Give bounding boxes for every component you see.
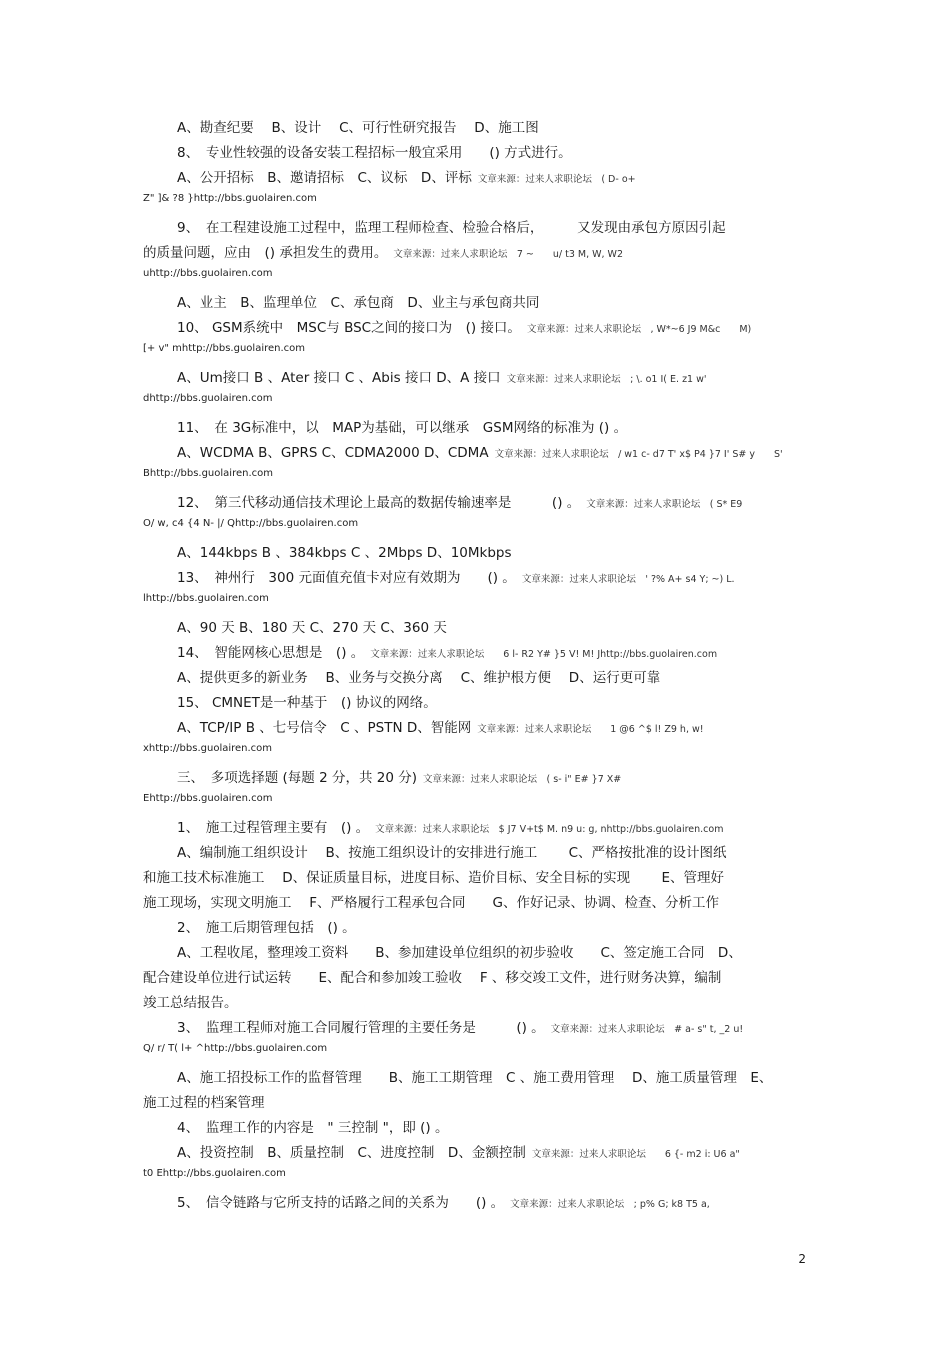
line-text: A、144kbps B 、384kbps C 、2Mbps D、10Mkbps [177,545,512,561]
url-text: O/ w, c4 {4 N- |/ Qhttp://bbs.guolairen.com [143,518,359,529]
url-text: uhttp://bbs.guolairen.com [143,268,273,279]
source-url-line [0,518,950,529]
source-note: 文章来源：过来人求职论坛 , W*~6 J9 M&c M) [526,324,752,335]
text-line [0,1068,950,1088]
source-note: 文章来源：过来人求职论坛 6 l- R2 Y# }5 V! M! Jhttp://bbs.guolairen.com [370,649,718,660]
url-text: [+ v" mhttp://bbs.guolairen.com [143,343,306,354]
url-text: t0 Ehttp://bbs.guolairen.com [143,1168,286,1179]
text-line [0,143,950,163]
line-text: A、业主 B、监理单位 C、承包商 D、业主与承包商共同 [177,295,540,311]
text-line [0,918,950,938]
source-url-line [0,743,950,754]
text-line [0,243,950,265]
source-note: 文章来源：过来人求职论坛 7 ~ u/ t3 M, W, W2 [393,249,623,260]
text-line [0,818,950,840]
line-text: A、提供更多的新业务 B、业务与交换分离 C、维护根方便 D、运行更可靠 [177,670,661,686]
text-line [0,168,950,190]
url-text: lhttp://bbs.guolairen.com [143,593,269,604]
source-note: 文章来源：过来人求职论坛 / w1 c- d7 T' x$ P4 }7 I' S# y S' [494,449,783,460]
line-text: 9、 在工程建设施工过程中，监理工程师检查、检验合格后， 又发现由承包方原因引起 [177,220,726,236]
line-text: A、施工招投标工作的监督管理 B、施工工期管理 C 、施工费用管理 D、施工质量管理 E、 [177,1070,773,1086]
text-line [0,868,950,888]
line-text: 5、 信令链路与它所支持的话路之间的关系为 () 。 [177,1195,505,1211]
url-text: Q/ r/ T( l+ ^http://bbs.guolairen.com [143,1043,328,1054]
text-line [0,318,950,340]
line-text: A、投资控制 B、质量控制 C、进度控制 D、金额控制 [177,1145,526,1161]
line-text: 14、 智能网核心思想是 () 。 [177,645,365,661]
text-line [0,493,950,515]
source-url-line [0,393,950,404]
source-note: 文章来源：过来人求职论坛 ( S* E9 [586,499,743,510]
line-text: A、WCDMA B、GPRS C、CDMA2000 D、CDMA [177,445,489,461]
text-line [0,218,950,238]
source-url-line [0,1168,950,1179]
line-text: 4、 监理工作的内容是 " 三控制 "，即 () 。 [177,1120,449,1136]
text-line [0,643,950,665]
line-text: A、公开招标 B、邀请招标 C、议标 D、评标 [177,170,472,186]
text-line [0,993,950,1013]
text-line [0,718,950,740]
line-text: A、TCP/IP B 、七号信令 C 、PSTN D、智能网 [177,720,472,736]
source-note: 文章来源：过来人求职论坛 1 @6 ^$ l! Z9 h, w! [477,724,704,735]
line-text: A、Um接口 B 、Ater 接口 C 、Abis 接口 D、A 接口 [177,370,501,386]
source-note: 文章来源：过来人求职论坛 ( D- o+ [477,174,636,185]
source-url-line [0,793,950,804]
text-line [0,443,950,465]
text-line [0,118,950,138]
line-text: 三、 多项选择题 (每题 2 分，共 20 分) [177,770,418,786]
source-url-line [0,268,950,279]
text-line [0,668,950,688]
text-line [0,768,950,790]
url-text: dhttp://bbs.guolairen.com [143,393,273,404]
source-note: 文章来源：过来人求职论坛 # a- s" t, _2 u! [550,1024,744,1035]
line-text: A、编制施工组织设计 B、按施工组织设计的安排进行施工 C、严格按批准的设计图纸 [177,845,727,861]
text-line [0,568,950,590]
line-text: A、勘查纪要 B、设计 C、可行性研究报告 D、施工图 [177,120,539,136]
source-url-line [0,1043,950,1054]
url-text: Z" ]& ?8 }http://bbs.guolairen.com [143,193,317,204]
source-note: 文章来源：过来人求职论坛 ; \. o1 I( E. z1 w' [506,374,707,385]
line-text: 施工现场，实现文明施工 F、严格履行工程承包合同 G、作好记录、协调、检查、分析工作 [143,895,720,911]
source-url-line [0,193,950,204]
text-line [0,1143,950,1165]
line-text: 3、 监理工程师对施工合同履行管理的主要任务是 () 。 [177,1020,545,1036]
text-line [0,1193,950,1215]
url-text: Bhttp://bbs.guolairen.com [143,468,273,479]
text-line [0,1118,950,1138]
line-text: 15、 CMNET是一种基于 () 协议的网络。 [177,695,437,711]
line-text: 11、 在 3G标准中，以 MAP为基础，可以继承 GSM网络的标准为 () 。 [177,420,628,436]
url-text: Ehttp://bbs.guolairen.com [143,793,273,804]
source-note: 文章来源：过来人求职论坛 $ J7 V+t$ M. n9 u: g, nhttp://bbs.guolairen.com [375,824,724,835]
source-url-line [0,343,950,354]
text-line [0,693,950,713]
line-text: 2、 施工后期管理包括 () 。 [177,920,356,936]
text-line [0,943,950,963]
line-text: 8、 专业性较强的设备安装工程招标一般宜采用 () 方式进行。 [177,145,572,161]
page-number: 2 [798,1252,806,1266]
text-line [0,843,950,863]
text-line [0,968,950,988]
source-note: 文章来源：过来人求职论坛 6 {- m2 i: U6 a" [531,1149,740,1160]
line-text: 1、 施工过程管理主要有 () 。 [177,820,370,836]
line-text: 10、 GSM系统中 MSC与 BSC之间的接口为 () 接口。 [177,320,521,336]
line-text: 和施工技术标准施工 D、保证质量目标，进度目标、造价目标、安全目标的实现 E、管理好 [143,870,725,886]
text-line [0,893,950,913]
line-text: 的质量问题，应由 () 承担发生的费用。 [143,245,388,261]
text-line [0,618,950,638]
text-line [0,1093,950,1113]
line-text: 配合建设单位进行试运转 E、配合和参加竣工验收 F 、移交竣工文件，进行财务决算，编制 [143,970,722,986]
text-line [0,293,950,313]
text-line [0,368,950,390]
line-text: 竣工总结报告。 [143,995,238,1011]
source-note: 文章来源：过来人求职论坛 ( s- i" E# }7 X# [423,774,622,785]
line-text: A、工程收尾，整理竣工资料 B、参加建设单位组织的初步验收 C、签定施工合同 D、 [177,945,742,961]
text-line [0,543,950,563]
text-line [0,418,950,438]
source-note: 文章来源：过来人求职论坛 ' ?% A+ s4 Y; ~) L. [521,574,735,585]
line-text: 施工过程的档案管理 [143,1095,265,1111]
line-text: A、90 天 B、180 天 C、270 天 C、360 天 [177,620,447,636]
source-url-line [0,593,950,604]
source-note: 文章来源：过来人求职论坛 ; p% G; k8 T5 a, [510,1199,710,1210]
source-url-line [0,468,950,479]
text-line [0,1018,950,1040]
line-text: 12、 第三代移动通信技术理论上最高的数据传输速率是 () 。 [177,495,581,511]
url-text: xhttp://bbs.guolairen.com [143,743,273,754]
line-text: 13、 神州行 300 元面值充值卡对应有效期为 () 。 [177,570,516,586]
